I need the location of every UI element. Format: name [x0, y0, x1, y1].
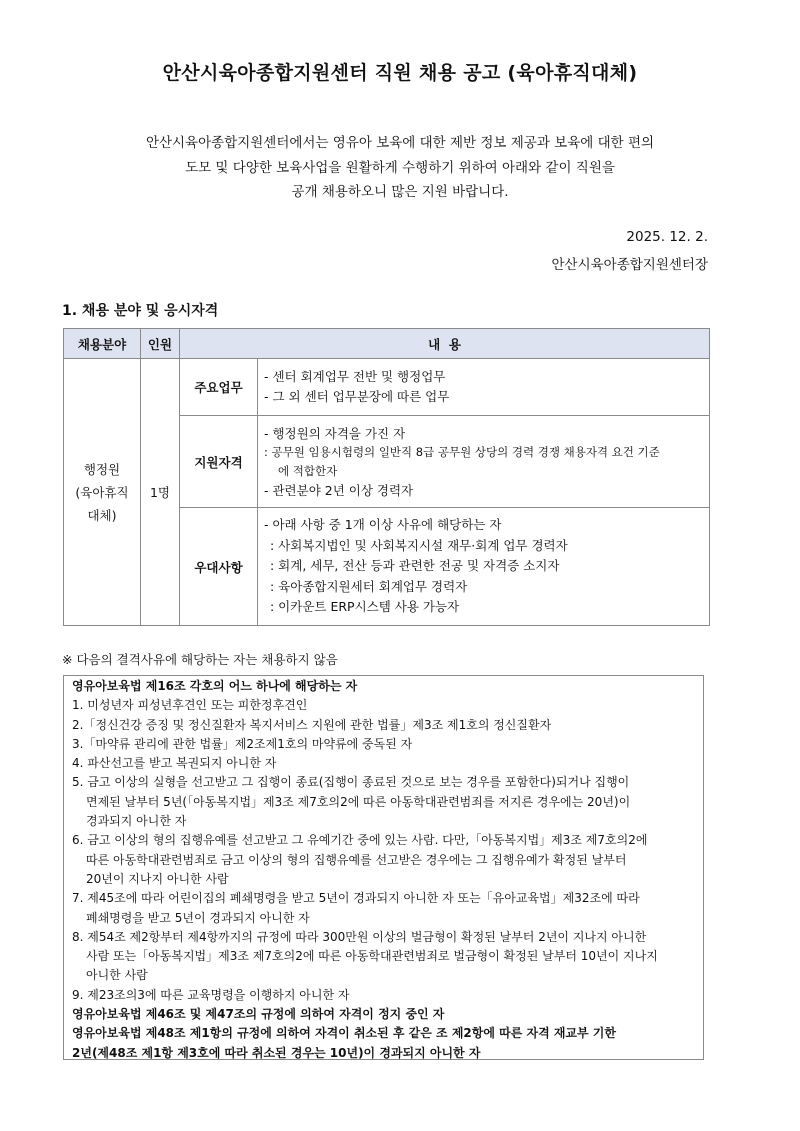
- recruitment-table: [63, 328, 710, 626]
- content-line: - 아래 사항 중 1개 이상 사유에 해당하는 자: [264, 517, 502, 533]
- page-title: 안산시육아종합지원센터 직원 채용 공고 (육아휴직대체): [162, 62, 638, 84]
- content-line: : 공무원 임용시험령의 일반직 8급 공무원 상당의 경력 경쟁 채용자격 요건 기준: [264, 444, 660, 459]
- disqualification-heading: 영유아보육법 제46조 및 제47조의 규정에 의하여 자격이 정지 중인 자: [72, 1007, 445, 1022]
- disqualification-heading: 영유아보육법 제48조 제1항의 규정에 의하여 자격이 취소된 후 같은 조 제2항에 따른 자격 재교부 기한: [72, 1026, 616, 1041]
- content-line: 에 적합한자: [278, 463, 338, 478]
- intro-paragraph: [60, 131, 740, 205]
- content-line: : 이카운트 ERP시스템 사용 가능자: [270, 599, 460, 615]
- list-item-continuation: 경과되지 아니한 자: [86, 814, 187, 829]
- list-item: 8. 제54조 제2항부터 제4항까지의 규정에 따라 300만원 이상의 벌금형이 확정된 날부터 2년이 지나지 아니한: [72, 929, 647, 944]
- category-preferences: 우대사항: [180, 508, 258, 626]
- field-line: 행정원: [83, 461, 121, 477]
- table-row: [64, 359, 710, 416]
- section-title: 1. 채용 분야 및 응시자격: [62, 303, 219, 319]
- content-line: : 사회복지법인 및 사회복지시설 재무·회계 업무 경력자: [270, 537, 568, 553]
- list-item-continuation: 20년이 지나지 아니한 사람: [86, 871, 229, 886]
- list-item-continuation: 아니한 사람: [86, 968, 148, 983]
- disqualification-note: ※ 다음의 결격사유에 해당하는 자는 채용하지 않음: [62, 652, 338, 667]
- list-item: 6. 금고 이상의 형의 집행유예를 선고받고 그 유예기간 중에 있는 사람. 다만,「아동복지법」제3조 제7호의2에: [72, 833, 648, 848]
- list-item: 2.「정신건강 증징 및 정신질환자 복지서비스 지원에 관한 법률」제3조 제1호의 정신질환자: [72, 717, 552, 732]
- announcement-date: 2025. 12. 2.: [626, 229, 708, 245]
- list-item-continuation: 사람 또는「아동복지법」제3조 제7호의2에 따른 아동학대관련범죄로 벌금형이 확정된 날부터 10년이 지나지: [86, 949, 658, 964]
- list-item: 4. 파산선고를 받고 복권되지 아니한 자: [72, 756, 277, 771]
- header-content: 내 용: [180, 329, 710, 359]
- intro-line: 공개 채용하오니 많은 지원 바랍니다.: [291, 184, 509, 200]
- list-item-continuation: 면제된 날부터 5년(「아동복지법」제3조 제7호의2에 따른 아동학대관련범죄를 저지른 경우에는 20년)이: [86, 794, 631, 809]
- list-item: 3.「마약류 관리에 관한 법률」제2조제1호의 마약류에 중독된 자: [72, 736, 413, 751]
- header-field: 채용분야: [64, 329, 141, 359]
- content-line: - 그 외 센터 업무분장에 따른 업무: [264, 389, 450, 404]
- content-line: - 관련분야 2년 이상 경력자: [264, 482, 414, 498]
- disqualification-heading: 영유아보육법 제16조 각호의 어느 하나에 해당하는 자: [72, 679, 358, 693]
- preferences-content: [258, 508, 710, 626]
- header-count: 인원: [141, 329, 180, 359]
- count-cell: 1명: [141, 359, 180, 626]
- list-item: 7. 제45조에 따라 어린이집의 폐쇄명령을 받고 5년이 경과되지 아니한 자 또는「유아교육법」제32조에 따라: [72, 891, 640, 906]
- intro-line: 안산시육아종합지원센터에서는 영유아 보육에 대한 제반 정보 제공과 보육에 대한 편의: [145, 135, 655, 151]
- list-item: 1. 미성년자 피성년후견인 또는 피한정후견인: [72, 698, 308, 713]
- field-line: (육아휴직: [75, 484, 129, 500]
- field-line: 대체): [87, 507, 117, 523]
- category-duties: 주요업무: [180, 359, 258, 416]
- disqualification-box: [63, 675, 704, 1060]
- qualifications-content: [258, 416, 710, 508]
- field-cell: [64, 359, 141, 626]
- content-line: - 센터 회계업무 전반 및 행정업무: [264, 368, 446, 384]
- content-line: : 회계, 세무, 전산 등과 관련한 전공 및 자격증 소지자: [270, 558, 560, 574]
- list-item-continuation: 따른 아동학대관련범죄로 금고 이상의 형의 집행유예를 선고받은 경우에는 그 집행유예가 확정된 날부터: [86, 852, 627, 867]
- issuer-name: 안산시육아종합지원센터장: [551, 257, 708, 273]
- list-item: 5. 금고 이상의 실형을 선고받고 그 집행이 종료(집행이 종료된 것으로 보는 경우를 포함한다)되거나 집행이: [72, 775, 630, 790]
- content-line: - 행정원의 자격을 가진 자: [264, 425, 406, 441]
- duties-content: [258, 359, 710, 416]
- disqualification-heading: 2년(제48조 제1항 제3호에 따라 취소된 경우는 10년)이 경과되지 아니한 자: [72, 1045, 481, 1060]
- list-item: 9. 제23조의3에 따른 교육명령을 이행하지 아니한 자: [72, 987, 350, 1002]
- content-line: : 육아종합지원세터 회계업무 경력자: [270, 578, 468, 594]
- table-header-row: [64, 329, 710, 359]
- intro-line: 도모 및 다양한 보육사업을 원활하게 수행하기 위하여 아래와 같이 직원을: [185, 159, 615, 176]
- category-qualifications: 지원자격: [180, 416, 258, 508]
- list-item-continuation: 폐쇄명령을 받고 5년이 경과되지 아니한 자: [86, 910, 310, 925]
